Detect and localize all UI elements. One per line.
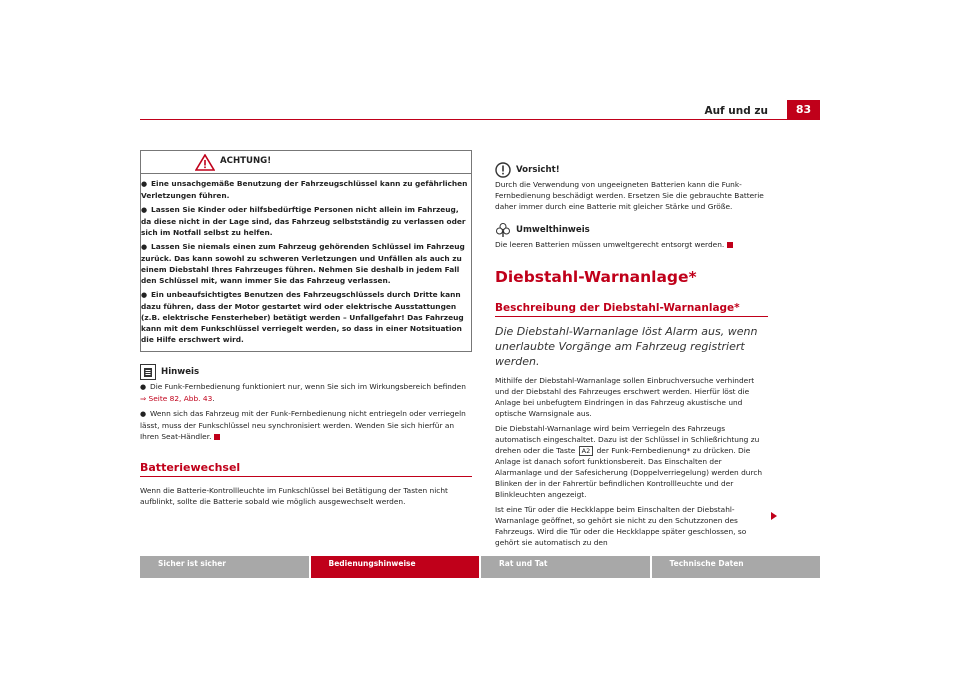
bullet-icon: ●	[140, 383, 147, 391]
footer-tab-bedienung[interactable]: Bedienungshinweise	[311, 556, 480, 578]
battery-heading: Batteriewechsel	[140, 462, 472, 477]
warning-item	[141, 241, 471, 286]
section-end-icon	[214, 434, 220, 440]
footer-tab-technik[interactable]: Technische Daten	[652, 556, 821, 578]
page-header-title: Auf und zu	[704, 105, 768, 117]
right-column	[495, 160, 768, 552]
footer-tab-rat[interactable]: Rat und Tat	[481, 556, 650, 578]
main-heading: Diebstahl-Warnanlage*	[495, 268, 697, 286]
warning-item-text: Ein unbeaufsichtigtes Benutzen des Fahrzeugschlüssels durch Dritte kann dazu führen, dass der Motor gestartet wird oder elektrische Ausstattungen (z.B. elektrische Fensterheber) betätigt werden – Unfallgefahr! Das Fahrzeug kann mit dem Funkschlüssel verriegelt werden, so dass in einer Notsituation die Hilfe erschwert wird.	[141, 290, 464, 344]
bullet-icon: ●	[141, 180, 148, 188]
warning-header	[141, 151, 471, 174]
warning-item	[141, 289, 471, 345]
umwelt-text	[495, 239, 768, 250]
paragraph: Ist eine Tür oder die Heckklappe beim Einschalten der Diebstahl-Warnanlage geöffnet, so gehört sie nicht zu den Schutzzonen des Fahrzeugs. Wird die Tür oder die Heckklappe später geschlossen, so gehört sie automatisch zu den	[495, 505, 747, 547]
hinweis-title: Hinweis	[161, 366, 200, 377]
bullet-icon: ●	[141, 243, 148, 251]
umwelt-title: Umwelthinweis	[516, 224, 590, 235]
warning-item	[141, 178, 471, 201]
warning-title: ACHTUNG!	[220, 156, 272, 166]
battery-text: Wenn die Batterie-Kontrollleuchte im Funkschlüssel bei Betätigung der Tasten nicht aufblinkt, sollte die Batterie sobald wie möglich ausgewechselt werden.	[140, 486, 448, 506]
hinweis-item-end: .	[212, 394, 215, 403]
note-icon	[140, 364, 156, 380]
vorsicht-text: Durch die Verwendung von ungeeigneten Batterien kann die Funk-Fernbedienung beschädigt werden. Ersetzen Sie die gebrauchte Batterie daher immer durch eine Batterie mit gleicher Stärke und Größe.	[495, 180, 764, 211]
environment-icon	[495, 222, 511, 238]
continue-arrow-icon	[771, 512, 777, 520]
umwelt-text-content: Die leeren Batterien müssen umweltgerecht entsorgt werden.	[495, 240, 725, 249]
vorsicht-title: Vorsicht!	[516, 164, 560, 175]
hinweis-item	[140, 408, 472, 442]
paragraph-text: der Funk-Fernbedienung* zu drücken. Die Anlage ist danach sofort funktionsbereit. Das Einschalten der Alarmanlage und der Safesicherung (Doppelverriegelung) werden durch Blinken der in der Fahrertür befindlichen Kontrollleuchte und der Blinkleuchten angezeigt.	[495, 446, 763, 499]
section-end-icon	[727, 242, 733, 248]
hinweis-item-text: Die Funk-Fernbedienung funktioniert nur, wenn Sie sich im Wirkungsbereich befinden	[150, 382, 466, 391]
warning-item-text: Lassen Sie Kinder oder hilfsbedürftige Personen nicht allein im Fahrzeug, da diese nicht in der Lage sind, das Fahrzeug selbstständig zu verlassen oder sich im Notfall selbst zu helfen.	[141, 205, 466, 237]
left-column	[140, 150, 472, 511]
warning-item	[141, 204, 471, 238]
paragraph: Mithilfe der Diebstahl-Warnanlage sollen Einbruchversuche verhindert und der Diebstahl des Fahrzeuges erschwert werden. Hierfür löst die Anlage bei unbefugtem Eindringen in das Fahrzeug akustische und optische Warnsignale aus.	[495, 376, 755, 418]
hinweis-item-text: Wenn sich das Fahrzeug mit der Funk-Fernbedienung nicht entriegeln oder verriegeln lässt, muss der Funkschlüssel neu synchronisiert werden. Wenden Sie sich hierfür an Ihren Seat-Händler.	[140, 409, 466, 441]
caution-icon	[495, 162, 511, 178]
warning-box	[140, 150, 472, 352]
intro-text: Die Diebstahl-Warnanlage löst Alarm aus, wenn unerlaubte Vorgänge am Fahrzeug registriert werden.	[495, 325, 758, 368]
bullet-icon: ●	[140, 410, 147, 418]
sub-heading: Beschreibung der Diebstahl-Warnanlage*	[495, 303, 768, 317]
paragraph	[495, 423, 768, 500]
warning-item-text: Eine unsachgemäße Benutzung der Fahrzeugschlüssel kann zu gefährlichen Verletzungen führen.	[141, 179, 468, 200]
page-reference-link[interactable]: ⇒ Seite 82, Abb. 43	[140, 394, 213, 403]
bullet-icon: ●	[141, 291, 148, 299]
vorsicht-header	[495, 162, 768, 178]
header-rule	[140, 119, 820, 120]
bullet-icon: ●	[141, 206, 148, 214]
hinweis-item	[140, 381, 472, 404]
umwelt-header	[495, 222, 768, 238]
footer-tabs	[140, 556, 820, 578]
key-button-reference: A2	[579, 446, 594, 456]
warning-item-text: Lassen Sie niemals einen zum Fahrzeug gehörenden Schlüssel im Fahrzeug zurück. Das kann sowohl zu schweren Verletzungen und Unfällen als auch zu einem Diebstahl Ihres Fahrzeuges führen. Nehmen Sie deshalb in jedem Fall den Schlüssel mit, wann immer Sie das Fahrzeug verlassen.	[141, 242, 465, 285]
footer-tab-sicher[interactable]: Sicher ist sicher	[140, 556, 309, 578]
paragraph-text: Die Diebstahl-Warnanlage wird beim Verriegeln des Fahrzeugs automatisch eingeschaltet. Dazu ist der Schlüssel in Schließrichtung zu drehen oder die Taste	[495, 424, 760, 455]
page-number: 83	[787, 100, 820, 119]
warning-triangle-icon	[195, 154, 215, 171]
hinweis-header	[140, 364, 472, 380]
